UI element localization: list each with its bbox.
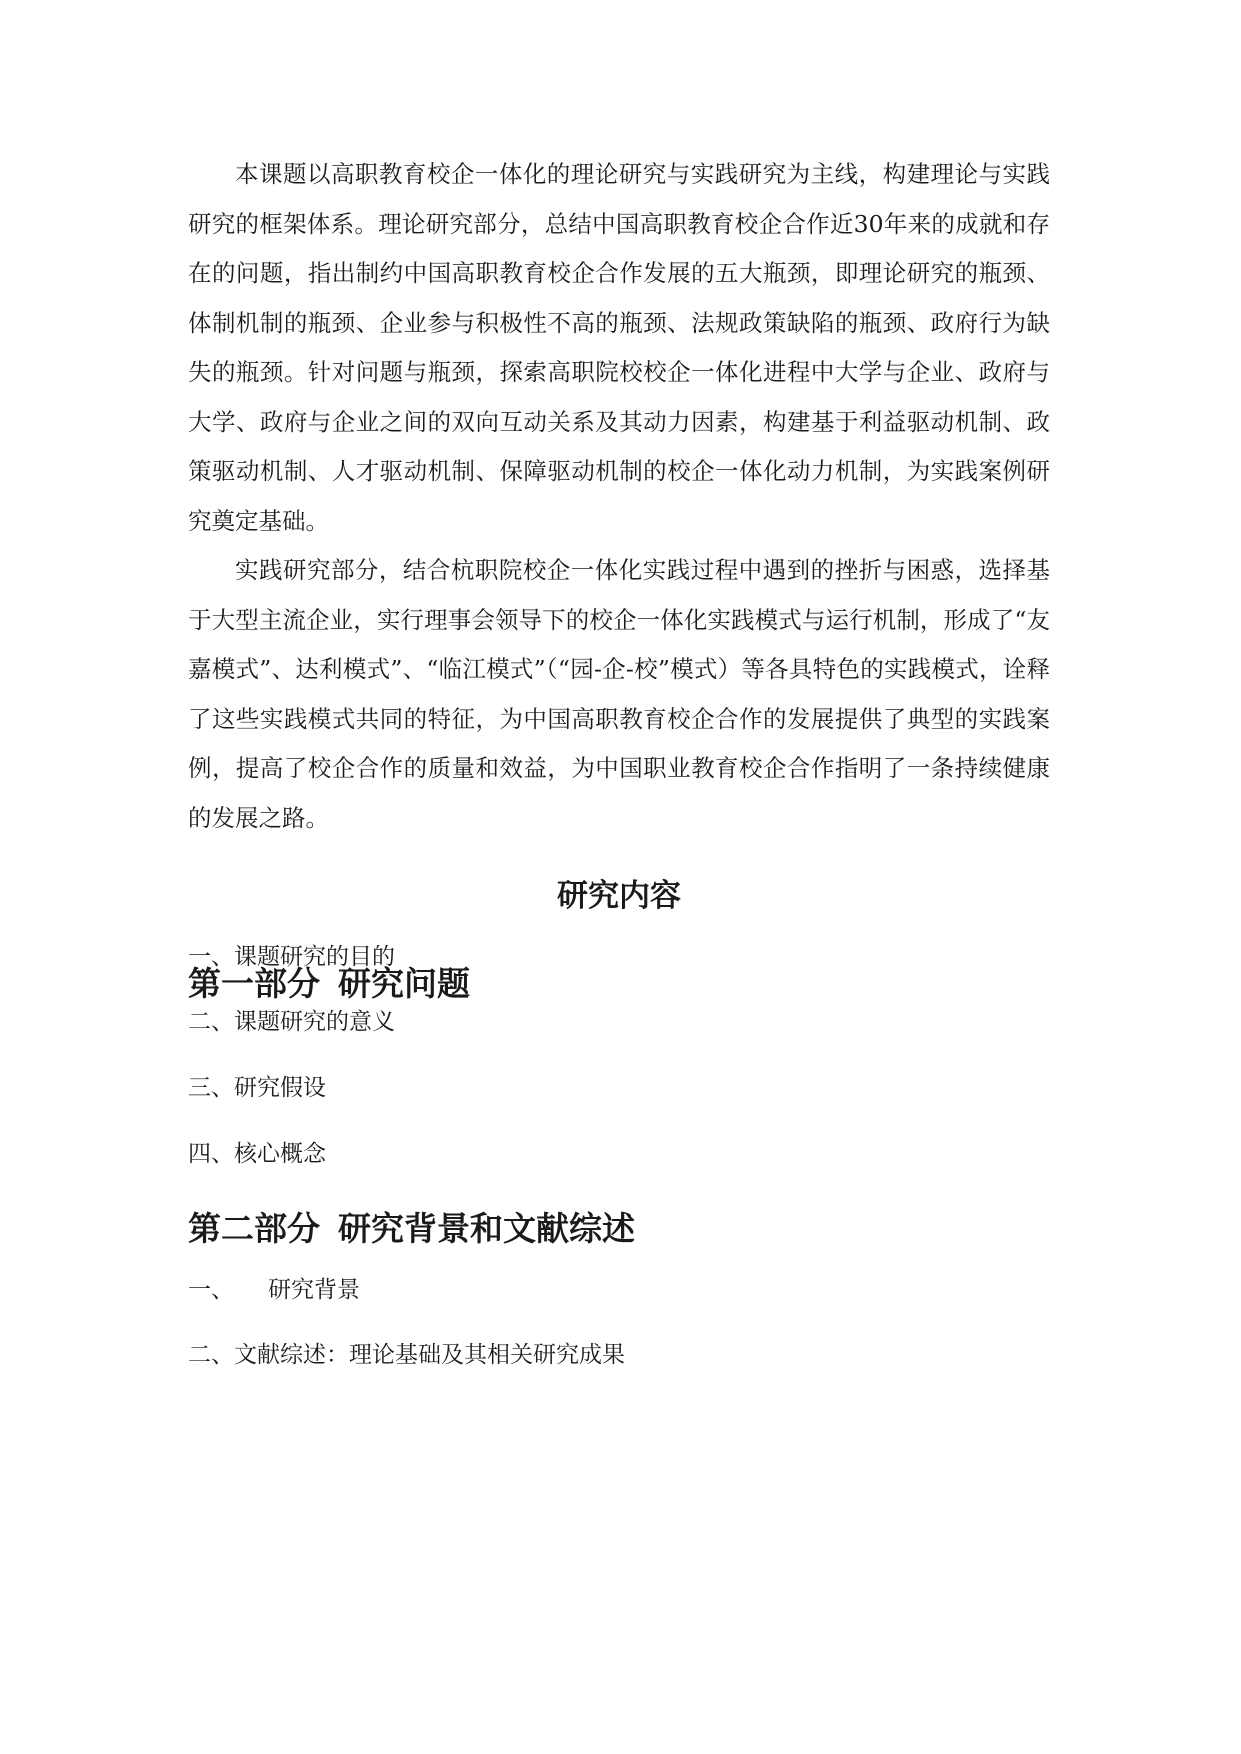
part1-item-3: 三、研究假设 bbox=[188, 1075, 326, 1101]
part2-number: 第二部分 bbox=[188, 1209, 320, 1248]
part2-item-2: 二、文献综述：理论基础及其相关研究成果 bbox=[188, 1342, 625, 1368]
part2-item-1 bbox=[188, 1271, 360, 1304]
part1-item-1: 一、课题研究的目的 bbox=[188, 944, 395, 970]
part2-heading bbox=[188, 1203, 635, 1250]
part2-item-1-prefix: 一、 bbox=[188, 1277, 234, 1303]
document-page bbox=[188, 150, 1050, 1368]
part2-item-1-text: 研究背景 bbox=[268, 1277, 360, 1303]
abstract-paragraph-2: 实践研究部分，结合杭职院校企一体化实践过程中遇到的挫折与困惑，选择基于大型主流企业，实行理事会领导下的校企一体化实践模式与运行机制，形成了“友嘉模式”、达利模式”、“临江模式”（“园-企-校”模式）等各具特色的实践模式，诠释了这些实践模式共同的特征，为中国高职教育校企合作的发展提供了典型的实践案例，提高了校企合作的质量和效益，为中国职业教育校企合作指明了一条持续健康的发展之路。 bbox=[188, 556, 1050, 832]
part1-number: 第一部分 bbox=[188, 964, 320, 1003]
section-title: 研究内容 bbox=[557, 878, 681, 914]
abstract-paragraph-1: 本课题以高职教育校企一体化的理论研究与实践研究为主线，构建理论与实践研究的框架体系。理论研究部分，总结中国高职教育校企合作近30年来的成就和存在的问题，指出制约中国高职教育校企合作发展的五大瓶颈，即理论研究的瓶颈、体制机制的瓶颈、企业参与积极性不高的瓶颈、法规政策缺陷的瓶颈、政府行为缺失的瓶颈。针对问题与瓶颈，探索高职院校校企一体化进程中大学与企业、政府与大学、政府与企业之间的双向互动关系及其动力因素，构建基于利益驱动机制、政策驱动机制、人才驱动机制、保障驱动机制的校企一体化动力机制，为实践案例研究奠定基础。 bbox=[188, 160, 1050, 535]
part1-item-2: 二、课题研究的意义 bbox=[188, 1009, 395, 1035]
part2-title: 研究背景和文献综述 bbox=[338, 1209, 635, 1248]
part1-item-4: 四、核心概念 bbox=[188, 1141, 326, 1167]
part1-title: 研究问题 bbox=[338, 964, 470, 1003]
